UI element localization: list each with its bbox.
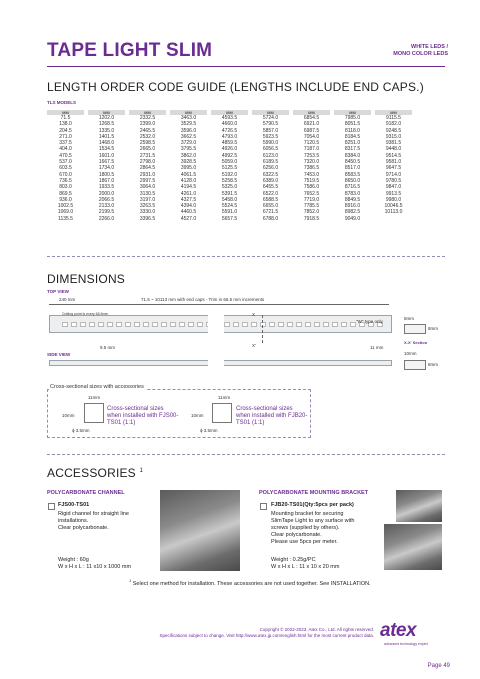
bracket-desc (271, 511, 354, 546)
section-divider-2 (47, 454, 445, 455)
length-cell: 204.5 (59, 127, 72, 134)
length-cell: 4327.5 (180, 196, 197, 203)
accessories-heading (47, 466, 143, 480)
length-cell: 9780.5 (385, 177, 402, 184)
accessories-sup: 1 (139, 468, 143, 474)
length-cell: 7054.0 (303, 133, 320, 140)
length-cell: 2266.0 (98, 215, 115, 222)
atex-logo: atex (380, 620, 417, 641)
length-cell: 2066.5 (98, 196, 115, 203)
page-number: Page 49 (427, 663, 450, 669)
length-cell: 3396.5 (139, 215, 156, 222)
strip-break (208, 312, 224, 334)
length-cell: 736.5 (59, 177, 72, 184)
length-cell: 7120.5 (303, 140, 320, 147)
length-cell: 9049.0 (344, 215, 361, 222)
length-cell: 9847.0 (385, 184, 402, 191)
length-cell: 7519.5 (303, 177, 320, 184)
length-cell: 271.0 (59, 133, 72, 140)
length-cell: 3862.0 (180, 152, 197, 159)
length-cell: 5857.0 (262, 127, 279, 134)
length-cell: 2665.0 (139, 146, 156, 153)
length-cell: 6987.5 (303, 127, 320, 134)
led-chip-icon (98, 322, 104, 327)
length-cell: 6123.0 (262, 152, 279, 159)
section-cut-line (262, 315, 263, 343)
length-cell: 8051.5 (344, 121, 361, 128)
channel-desc-2: installations. (58, 518, 89, 524)
length-cell: 8916.0 (344, 203, 361, 210)
length-cell: 8384.0 (344, 152, 361, 159)
length-cell: 7320.0 (303, 159, 320, 166)
led-chip-icon (179, 322, 185, 327)
height-8mm-side: 8mm (428, 362, 438, 367)
led-chip-icon (107, 322, 113, 327)
length-cell: 4460.5 (180, 209, 197, 216)
length-cell: 1933.5 (98, 184, 115, 191)
atex-logo-tagline: advanced technology expert (384, 642, 428, 646)
length-cell: 7453.0 (303, 171, 320, 178)
length-cell: 404.0 (59, 146, 72, 153)
led-chip-icon (296, 322, 302, 327)
length-cell: 2465.5 (139, 127, 156, 134)
length-cell: 2133.0 (98, 203, 115, 210)
length-cell: 5724.0 (262, 115, 279, 121)
led-chip-icon (197, 322, 203, 327)
length-cell: 5790.5 (262, 121, 279, 128)
length-cell: 2332.5 (139, 115, 156, 121)
product-subtitle (393, 44, 448, 58)
length-cell: 3064.0 (139, 184, 156, 191)
led-chip-icon (116, 322, 122, 327)
length-cell: 9448.0 (385, 146, 402, 153)
channel-photo (160, 490, 240, 571)
led-chip-icon (71, 322, 77, 327)
bracket-desc-1: Mounting bracket for securing (271, 511, 344, 517)
length-cell: 4593.5 (221, 115, 238, 121)
length-col-header: MM (88, 110, 125, 115)
length-cell: 936.0 (59, 196, 72, 203)
length-cell: 537.0 (59, 159, 72, 166)
length-cell: 8982.5 (344, 209, 361, 216)
xs-left-channel (84, 403, 104, 423)
length-cell: 5923.5 (262, 133, 279, 140)
length-cell: 2798.0 (139, 159, 156, 166)
length-cell: 8251.0 (344, 140, 361, 147)
length-row (47, 184, 412, 190)
length-cell: 6256.0 (262, 165, 279, 172)
height-8mm-top: 8mm (428, 326, 438, 331)
length-cell: 9581.0 (385, 159, 402, 166)
xs-right-text: Cross-sectional sizes when installed with FJB20-TS01 (1:1) (236, 406, 308, 426)
section-divider (47, 256, 445, 257)
length-cell: 3596.0 (180, 127, 197, 134)
length-cell: 4726.5 (221, 127, 238, 134)
length-cell: 8583.5 (344, 171, 361, 178)
length-col-header: MM (252, 110, 289, 115)
length-cell: 2532.0 (139, 133, 156, 140)
xs-left-side: 10mm (62, 413, 75, 418)
side-view-label: SIDE VIEW (47, 352, 71, 357)
xs-left-bottom: ϕ 3.5mm (72, 428, 90, 433)
length-cell: 7253.5 (303, 152, 320, 159)
length-cell: 9647.5 (385, 165, 402, 172)
length-cell: 9980.0 (385, 196, 402, 203)
length-cell: 1667.5 (98, 159, 115, 166)
led-chip-icon (188, 322, 194, 327)
length-cell: 6455.5 (262, 184, 279, 191)
length-cell: 8450.5 (344, 159, 361, 166)
bracket-checkbox[interactable] (260, 503, 267, 510)
length-cell: 7586.0 (303, 184, 320, 191)
length-row (47, 209, 412, 215)
length-cell: 4061.5 (180, 171, 197, 178)
length-cell: 6056.5 (262, 146, 279, 153)
footer-copyright: Copyright © 2022-2023. Atex Co., Ltd. All rights reserved. (259, 627, 374, 632)
length-cell: 3928.5 (180, 159, 197, 166)
length-cell: 2864.5 (139, 165, 156, 172)
led-chip-icon (89, 322, 95, 327)
w-type-note: "W" type only (356, 319, 383, 324)
length-cell: 3130.5 (139, 190, 156, 197)
length-cell: 6655.0 (262, 203, 279, 210)
length-cell: 2598.5 (139, 140, 156, 147)
length-cell: 9315.0 (385, 133, 402, 140)
length-cell: 3463.0 (180, 115, 197, 121)
channel-specs (58, 557, 131, 571)
length-cell: 470.5 (59, 152, 72, 159)
length-cell: 1734.0 (98, 165, 115, 172)
length-cell: 8517.0 (344, 165, 361, 172)
length-cell: 2199.5 (98, 209, 115, 216)
length-cell: 6189.5 (262, 159, 279, 166)
led-chip-icon (170, 322, 176, 327)
footnote-text: Select one method for installation. These accessories are not used together. See INSTALLATION. (132, 580, 371, 587)
length-cell: 6322.5 (262, 171, 279, 178)
x-prime-marker: X' (252, 343, 256, 348)
x-marker: X (252, 312, 256, 317)
length-cell: 3729.0 (180, 140, 197, 147)
length-row (47, 191, 412, 197)
channel-checkbox[interactable] (48, 503, 55, 510)
length-cell: 2997.5 (139, 177, 156, 184)
length-cell: 8783.0 (344, 190, 361, 197)
length-cell: 3330.0 (139, 209, 156, 216)
length-cell: 6854.5 (303, 115, 320, 121)
channel-category: POLYCARBONATE CHANNEL (47, 490, 125, 496)
length-cell: 5458.0 (221, 196, 238, 203)
length-cell: 71.5 (60, 115, 71, 121)
length-cell: 6788.0 (262, 215, 279, 222)
length-cell: 4194.5 (180, 184, 197, 191)
length-cell: 8118.0 (345, 127, 360, 134)
subtitle-line-1: WHITE LEDS / (411, 44, 448, 50)
length-cell: 9514.5 (385, 152, 402, 159)
length-cell: 8650.0 (344, 177, 361, 184)
led-chip-icon (80, 322, 86, 327)
length-cell: 670.0 (59, 171, 72, 178)
length-cell: 138.0 (59, 121, 72, 128)
left-95-dim: 9.5 mm (100, 345, 116, 350)
length-table (43, 110, 416, 222)
length-cell: 3197.0 (139, 196, 156, 203)
length-cell: 3529.5 (180, 121, 197, 128)
right-11-dim: 11 mm (370, 345, 384, 350)
top-section-shape (404, 324, 426, 334)
channel-code: FJS00-TS01 (58, 502, 90, 508)
length-cell: 4394.0 (180, 203, 197, 210)
led-chip-icon (242, 322, 248, 327)
length-cell: 6721.5 (262, 209, 279, 216)
length-cell: 10046.5 (384, 203, 403, 210)
bracket-photo-1 (396, 490, 442, 522)
length-cell: 5125.5 (221, 165, 238, 172)
led-chip-icon (224, 322, 230, 327)
length-cell: 9714.0 (385, 171, 402, 178)
width-6mm: 6mm (404, 316, 414, 321)
length-cell: 8184.5 (344, 133, 361, 140)
cut-note: Cutting point is every 66.5mm (62, 312, 109, 316)
length-cell: 1601.0 (98, 152, 115, 159)
length-col-header: MM (170, 110, 207, 115)
footnote-num: 1 (129, 578, 132, 583)
channel-desc (58, 511, 129, 532)
length-cell: 4128.0 (180, 177, 197, 184)
bracket-specs (271, 557, 339, 571)
length-cell: 1069.0 (57, 209, 74, 216)
length-cell: 1202.0 (98, 115, 115, 121)
bracket-desc-4: Clear polycarbonate. (271, 532, 322, 538)
length-cell: 5524.5 (221, 203, 238, 210)
length-cell: 8716.5 (344, 184, 361, 191)
length-cell: 5325.0 (221, 184, 238, 191)
length-cell: 5657.5 (221, 215, 238, 222)
led-chip-icon (323, 322, 329, 327)
led-chip-icon (251, 322, 257, 327)
led-chip-icon (260, 322, 266, 327)
length-cell: 2000.0 (98, 190, 115, 197)
length-row (47, 165, 412, 171)
length-cell: 10113.0 (384, 209, 403, 216)
length-col-header: MM (334, 110, 371, 115)
led-chip-icon (62, 322, 68, 327)
length-row (47, 216, 412, 222)
bracket-weight: Weight : 0.25g/PC (271, 557, 316, 563)
led-chip-icon (269, 322, 275, 327)
length-cell: 4660.0 (221, 121, 238, 128)
length-cell: 6522.0 (262, 190, 279, 197)
length-cell: 7652.5 (303, 190, 320, 197)
length-cell: 7918.5 (303, 215, 320, 222)
footer-notice: Specifications subject to change. Visit http://www.atex.jp.com/english.html for the most current product data. (159, 633, 374, 638)
length-cell: 1534.5 (98, 146, 115, 153)
bracket-code: FJB20-TS01(Qty:5pcs per pack) (271, 502, 354, 508)
length-cell: 1401.5 (98, 133, 115, 140)
bracket-category: POLYCARBONATE MOUNTING BRACKET (259, 490, 369, 496)
length-cell: 5258.5 (221, 177, 238, 184)
accessories-footnote (129, 577, 371, 588)
length-cell: 4527.0 (180, 215, 197, 222)
led-chip-icon (278, 322, 284, 327)
xs-left-text: Cross-sectional sizes when installed with FJS00-TS01 (1:1) (107, 406, 179, 426)
length-row (47, 128, 412, 134)
xs-right-bottom: ϕ 3.5mm (200, 428, 218, 433)
length-cell: 803.0 (59, 184, 72, 191)
led-chip-icon (314, 322, 320, 327)
length-cell: 7985.0 (344, 115, 361, 121)
length-cell (375, 216, 412, 222)
top-view-label: TOP VIEW (47, 289, 69, 294)
length-cell: 4793.0 (221, 133, 238, 140)
channel-desc-1: Rigid channel for straight line (58, 511, 129, 517)
length-cell: 5591.0 (221, 209, 238, 216)
length-cell: 1800.5 (98, 171, 115, 178)
length-cell: 4926.0 (221, 146, 238, 153)
cross-section-header: Cross-sectional sizes with accessories (50, 384, 144, 390)
length-cell: 337.5 (59, 140, 72, 147)
length-cell: 6921.0 (303, 121, 320, 128)
xx-section-label: X-X' Section (404, 340, 428, 345)
length-note: 71.5 ~ 10113 mm with end caps - Trim in 66.5 mm increments (141, 297, 265, 302)
length-cell: 5391.5 (221, 190, 238, 197)
length-cell: 2731.5 (139, 152, 156, 159)
left-dim-label: 240 mm (59, 297, 76, 302)
page-title: TAPE LIGHT SLIM (47, 40, 213, 61)
length-cell: 1268.5 (98, 121, 115, 128)
length-cell: 3662.5 (180, 133, 197, 140)
length-cell: 3263.5 (139, 203, 156, 210)
length-cell: 1867.0 (98, 177, 115, 184)
length-cell: 6588.5 (262, 196, 279, 203)
bracket-desc-2: SlimTape Light to any surface with (271, 518, 355, 524)
length-cell: 3795.5 (180, 146, 197, 153)
side-section-shape (404, 360, 426, 370)
length-cell: 2399.0 (139, 121, 156, 128)
led-chip-icon (341, 322, 347, 327)
xs-right-bracket (212, 403, 232, 423)
length-cell: 603.5 (59, 165, 72, 172)
xs-left-top: 11mm (88, 395, 101, 400)
length-cell: 7187.0 (303, 146, 320, 153)
length-dim-line (49, 304, 389, 305)
length-col-header: MM (47, 110, 84, 115)
width-10mm: 10mm (404, 351, 417, 356)
length-cell: 7719.0 (303, 196, 320, 203)
length-guide-heading: LENGTH ORDER CODE GUIDE (LENGTHS INCLUDE END CAPS.) (47, 80, 424, 94)
length-cell: 7852.0 (303, 209, 320, 216)
bracket-desc-5: Please use 5pcs per meter. (271, 539, 338, 545)
length-col-header: MM (375, 110, 412, 115)
length-cell: 9913.5 (385, 190, 402, 197)
length-cell: 3995.0 (180, 165, 197, 172)
length-cell: 869.5 (59, 190, 72, 197)
side-strip-break (208, 357, 224, 367)
length-cell: 4992.5 (221, 152, 238, 159)
length-row (47, 146, 412, 152)
xs-right-side: 10mm (191, 413, 204, 418)
led-chip-icon (287, 322, 293, 327)
xs-right-top: 11mm (218, 395, 231, 400)
led-chip-icon (125, 322, 131, 327)
led-chip-icon (134, 322, 140, 327)
length-col-header: MM (211, 110, 248, 115)
length-cell: 1468.0 (98, 140, 115, 147)
led-chip-icon (305, 322, 311, 327)
bracket-desc-3: screws (supplied by others). (271, 525, 340, 531)
footer-text (159, 627, 374, 639)
length-cell: 1135.5 (58, 215, 73, 222)
accessories-title: ACCESSORIES (47, 466, 136, 480)
length-cell: 9182.0 (385, 121, 402, 128)
subtitle-line-2: MONO COLOR LEDS (393, 51, 448, 57)
length-cell: 7785.5 (303, 203, 320, 210)
dimensions-heading: DIMENSIONS (47, 272, 126, 286)
tls-models-label: TLS MODELS (47, 100, 76, 105)
led-chip-icon (233, 322, 239, 327)
bracket-size: W x H x L : 11 x 10 x 20 mm (271, 564, 340, 570)
length-row (47, 121, 412, 127)
length-cell: 8317.5 (344, 146, 361, 153)
bracket-photo-2 (384, 524, 442, 570)
length-cell: 1002.5 (57, 203, 74, 210)
led-chip-icon (152, 322, 158, 327)
led-chip-icon (332, 322, 338, 327)
channel-weight: Weight : 60g (58, 557, 89, 563)
length-cell: 2931.0 (139, 171, 156, 178)
length-cell: 9248.5 (385, 127, 402, 134)
length-cell: 8849.5 (344, 196, 361, 203)
header-rule (47, 66, 445, 67)
channel-size: W x H x L : 11 x10 x 1000 mm (58, 564, 132, 570)
length-cell: 5059.0 (221, 159, 238, 166)
length-cell: 5990.0 (262, 140, 279, 147)
length-cell: 4261.0 (180, 190, 197, 197)
length-cell: 9381.5 (385, 140, 402, 147)
length-cell: 9115.5 (386, 115, 401, 121)
length-cell: 6389.0 (262, 177, 279, 184)
channel-desc-3: Clear polycarbonate. (58, 525, 109, 531)
length-cell: 1335.0 (98, 127, 115, 134)
length-col-header: MM (293, 110, 330, 115)
length-cell: 4859.5 (221, 140, 238, 147)
length-cell: 5192.0 (221, 171, 238, 178)
length-col-header: MM (129, 110, 166, 115)
led-chip-icon (143, 322, 149, 327)
led-chip-icon (161, 322, 167, 327)
length-cell: 7386.5 (303, 165, 320, 172)
